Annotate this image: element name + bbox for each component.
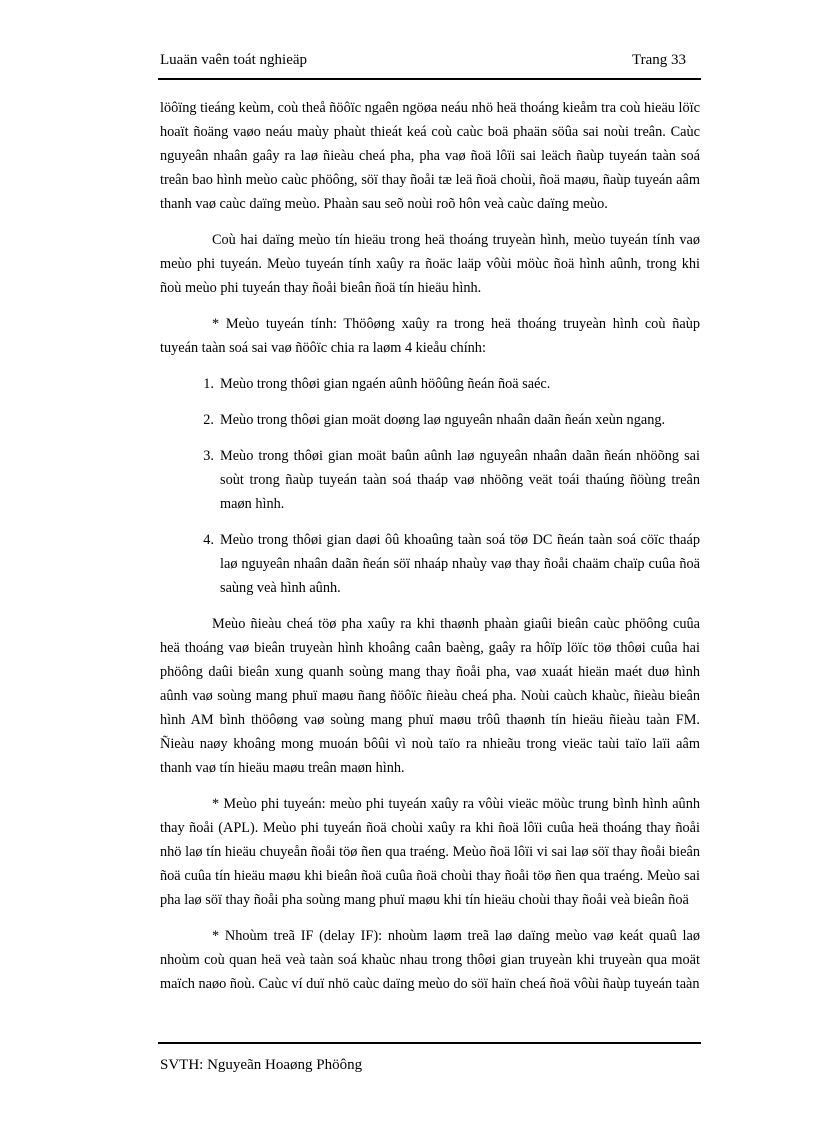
paragraph: * Nhoùm treã IF (delay IF): nhoùm laøm treã laø daïng meùo vaø keát quaû laø nhoùm coù quan heä veà taàn soá khaùc nhau trong thôøi gian truyeàn khi truyeàn qua moät maïch naøo ñoù. Caùc ví duï nhö caùc daïng meùo do söï haïn cheá ñoä vôùi ñaùp tuyeán taàn	[160, 928, 700, 992]
list-number: 2.	[203, 412, 214, 428]
list-item	[160, 408, 700, 432]
footer-rule	[158, 1042, 701, 1044]
footer-author: SVTH: Nguyeãn Hoaøng Phöông	[160, 1057, 363, 1073]
list-item-text: Meùo trong thôøi gian daøi ôû khoaûng taàn soá töø DC ñeán taàn soá cöïc thaáp laø nguyeân nhaân daãn ñeán söï nhaáp nhaùy vaø thay ñoåi chaäm chaïp cuûa ñoä saùng veà hình aûnh.	[220, 532, 700, 596]
list-item-text: Meùo trong thôøi gian moät baûn aûnh laø nguyeân nhaân daãn ñeán nhöõng sai soùt trong ñaùp tuyeán taàn soá thaáp vaø nhöõng veät toái thaúng ñöùng treân maøn hình.	[220, 448, 700, 512]
paragraph: löôïng tieáng keùm, coù theå ñöôïc ngaên ngöøa neáu nhö heä thoáng kieåm tra coù hieäu löïc hoaït ñoäng vaøo neáu maùy phaùt thieát keá coù caùc boä phaän söûa sai noùi treân. Caùc nguyeân nhaân gaây ra laø ñieàu cheá pha, pha vaø ñoä lôïi sai leäch ñaùp tuyeán taàn soá treân bao hình meùo caùc phöông, söï thay ñoåi tæ leä ñoä choùi, ñoä maøu, ñaùp tuyeán aâm thanh vaø caùc daïng meùo. Phaàn sau seõ noùi roõ hôn veà caùc daïng meùo.	[160, 100, 700, 212]
body-text	[160, 96, 700, 1008]
paragraph: Coù hai daïng meùo tín hieäu trong heä thoáng truyeàn hình, meùo tuyeán tính vaø meùo phi tuyeán. Meùo tuyeán tính xaûy ra ñoäc laäp vôùi möùc ñoä hình aûnh, trong khi ñoù meùo phi tuyeán thay ñoåi bieân ñoä tín hieäu hình.	[160, 232, 700, 296]
list-item-text: Meùo trong thôøi gian moät doøng laø nguyeân nhaân daãn ñeán xeùn ngang.	[220, 412, 666, 428]
list-number: 4.	[203, 532, 214, 548]
header-rule	[158, 78, 701, 80]
distortion-list	[160, 372, 700, 600]
page-number: Trang 33	[631, 52, 686, 68]
page-footer	[160, 1055, 362, 1075]
list-item	[160, 528, 700, 600]
list-item	[160, 372, 700, 396]
list-number: 1.	[203, 376, 214, 392]
list-item	[160, 444, 700, 516]
header-title: Luaän vaên toát nghieäp	[160, 52, 308, 68]
paragraph: * Meùo tuyeán tính: Thöôøng xaûy ra trong heä thoáng truyeàn hình coù ñaùp tuyeán taàn soá sai vaø ñöôïc chia ra laøm 4 kieåu chính:	[160, 316, 700, 356]
paragraph: Meùo ñieàu cheá töø pha xaûy ra khi thaønh phaàn giaûi bieân caùc phöông cuûa heä thoáng vaø bieân truyeàn hình khoâng caân baèng, gaây ra hôïp löïc töø thôøi cuûa hai phöông daûi bieân xung quanh soùng mang thay ñoåi pha, vaø xuaát hieän maét duø hình aûnh vaø soùng mang phuï maøu ñang ñöôïc ñieàu cheá pha. Noùi caùch khaùc, ñieàu bieân hình AM bình thöôøng vaø soùng mang phuï maøu trôû thaønh tín hieäu ñieàu taàn FM. Ñieàu naøy khoâng mong muoán bôûi vì noù taïo ra nhieãu trong vieäc taùi taïo laïi aâm thanh vaø tín hieäu maøu treân maøn hình.	[160, 616, 700, 776]
list-item-text: Meùo trong thôøi gian ngaén aûnh höôûng ñeán ñoä saéc.	[220, 376, 551, 392]
paragraph: * Meùo phi tuyeán: meùo phi tuyeán xaûy ra vôùi vieäc möùc trung bình hình aûnh thay ñoåi (APL). Meùo phi tuyeán ñoä choùi xaûy ra khi ñoä lôïi cuûa heä thoáng thay ñoåi nhö laø tín hieäu chuyeån ñoåi töø ñen qua traéng. Meùo ñoä lôïi vi sai laø söï thay ñoåi bieân ñoä cuûa tín hieäu maøu khi bieân ñoä cuûa ñoä choùi thay ñoåi töø ñen qua traéng. Meùo sai pha laø söï thay ñoåi pha soùng mang phuï maøu khi tín hieäu choùi thay ñoåi veà bieân ñoä	[160, 796, 700, 908]
list-number: 3.	[203, 448, 214, 464]
